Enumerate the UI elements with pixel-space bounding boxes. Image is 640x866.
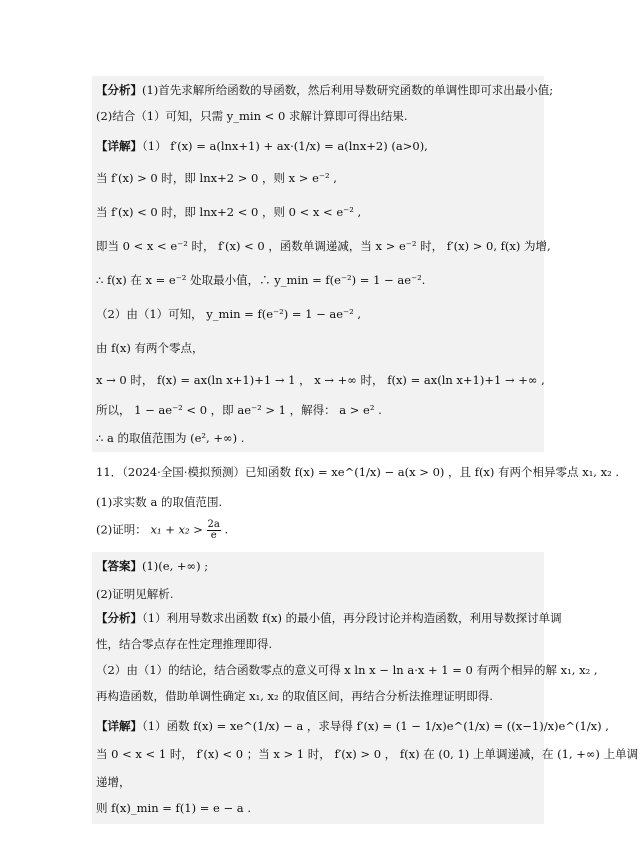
analysis2-line-1 (96, 610, 562, 626)
question-11-part-1: (1)求实数 a 的取值范围. (96, 495, 223, 509)
answer-text: (1)(e, +∞) ; (142, 559, 209, 573)
analysis2-tag: 【分析】 (96, 611, 142, 625)
detail2-line-4: 则 f(x)_min = f(1) = e − a . (96, 801, 251, 815)
question-11-part-2: (2)证明： x₁ + x₂ > $\frac{2a}{e}$ . (96, 519, 229, 541)
analysis-line-2: (2)结合（1）可知，只需 y_min < 0 求解计算即可得出结果. (96, 109, 408, 123)
analysis2-text: （1）利用导数求出函数 f(x) 的最小值，再分段讨论并构造函数，利用导数探讨单调 (142, 611, 562, 625)
analysis2-line-3: （2）由（1）的结论，结合函数零点的意义可得 x ln x − ln a·x + 1 = 0 有两个相异的解 x₁, x₂ , (96, 663, 598, 677)
solution-block-1 (92, 76, 544, 452)
analysis-text: (1)首先求解所给函数的导函数，然后利用导数研究函数的单调性即可求出最小值; (142, 83, 554, 97)
part-2-inequality: x₁ + x₂ > (150, 522, 203, 537)
analysis-line-1 (96, 82, 553, 98)
detail2-line-2: 当 0 < x < 1 时， f′(x) < 0 ；当 x > 1 时， f′(x) > 0 ， f(x) 在 (0, 1) 上单调递减，在 (1, +∞) 上单调 (96, 747, 639, 761)
detail-tag: 【详解】 (96, 139, 142, 153)
detail-line-3: 当 f′(x) < 0 时，即 lnx+2 < 0 ，则 0 < x < e⁻² , (96, 205, 362, 219)
analysis2-line-4: 再构造函数，借助单调性确定 x₁, x₂ 的取值区间，再结合分析法推理证明即得. (96, 689, 493, 703)
detail-line-7: 由 f(x) 有两个零点， (96, 341, 204, 355)
detail-line-9: 所以， 1 − ae⁻² < 0 ，即 ae⁻² > 1 ，解得： a > e² . (96, 403, 382, 417)
detail-line-5: ∴ f(x) 在 x = e⁻² 处取最小值，∴ y_min = f(e⁻²) = 1 − ae⁻². (96, 273, 426, 287)
detail-line-8: x → 0 时， f(x) = ax(ln x+1)+1 → 1 ， x → +∞ 时， f(x) = ax(ln x+1)+1 → +∞ , (96, 373, 545, 387)
question-11-stem: 11．（2024·全国·模拟预测）已知函数 f(x) = xe^(1/x) − a(x > 0) ，且 f(x) 有两个相异零点 x₁, x₂ . (96, 465, 620, 479)
part-2-label: (2)证明： (96, 522, 147, 537)
detail2-line-1 (96, 718, 609, 734)
detail-line-4: 即当 0 < x < e⁻² 时， f′(x) < 0 ，函数单调递减，当 x > e⁻² 时， f′(x) > 0, f(x) 为增, (96, 239, 551, 253)
answer-line-1 (96, 558, 208, 574)
analysis2-line-2: 性，结合零点存在性定理推理即得. (96, 637, 273, 651)
detail2-line-3: 递增， (96, 775, 131, 789)
fraction-numerator: 2a (207, 519, 220, 530)
answer-line-2: (2)证明见解析. (96, 587, 174, 601)
detail-text-1: （1） f′(x) = a(lnx+1) + ax·(1/x) = a(lnx+2) (a>0), (142, 139, 428, 153)
detail-line-6: （2）由（1）可知， y_min = f(e⁻²) = 1 − ae⁻² , (96, 307, 362, 321)
detail-line-1 (96, 138, 428, 154)
detail-line-2: 当 f′(x) > 0 时，即 lnx+2 > 0 ，则 x > e⁻² , (96, 171, 337, 185)
detail-line-10: ∴ a 的取值范围为 (e², +∞) . (96, 431, 245, 445)
fraction-2a-over-e (207, 520, 221, 541)
detail2-tag: 【详解】 (96, 719, 142, 733)
answer-tag: 【答案】 (96, 559, 142, 573)
detail2-text-1: （1）函数 f(x) = xe^(1/x) − a ，求导得 f′(x) = (1 − 1/x)e^(1/x) = ((x−1)/x)e^(1/x) , (142, 719, 609, 733)
fraction-denominator: e (210, 530, 217, 541)
analysis-tag: 【分析】 (96, 83, 142, 97)
